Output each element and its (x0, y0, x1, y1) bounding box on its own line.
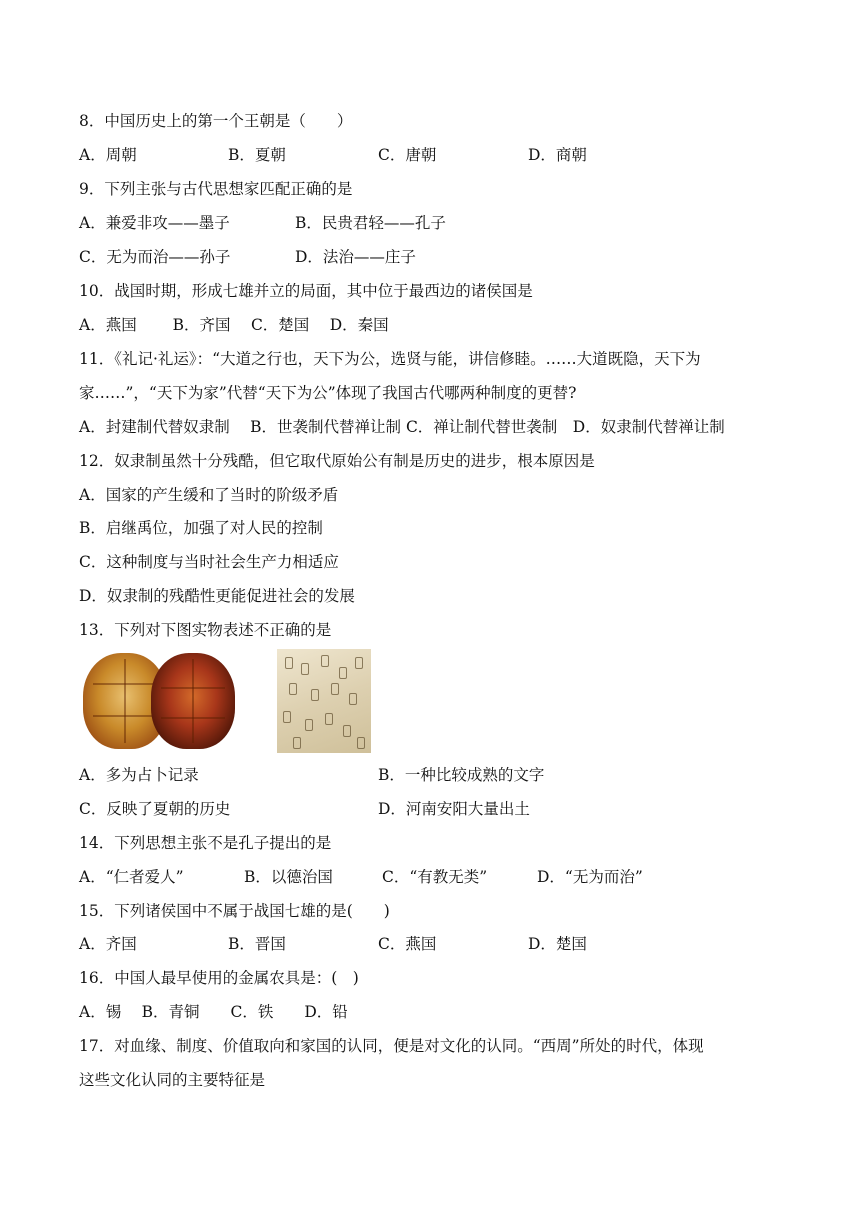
question-11-options: A．封建制代替奴隶制 B．世袭制代替禅让制 C．禅让制代替世袭制 D．奴隶制代替禅让制 (79, 418, 725, 436)
question-13-option-b: B．一种比较成熟的文字 (378, 766, 545, 784)
question-13-option-a: A．多为占卜记录 (79, 766, 199, 784)
question-14-option-a: A．“仁者爱人” (79, 868, 184, 886)
oracle-bone-script-fragment (277, 649, 371, 753)
question-10-stem: 10．战国时期，形成七雄并立的局面，其中位于最西边的诸侯国是 (79, 282, 533, 300)
question-8-option-c: C．唐朝 (378, 146, 437, 164)
question-9-option-b: B．民贵君轻——孔子 (295, 214, 446, 232)
question-13-stem: 13．下列对下图实物表述不正确的是 (79, 621, 332, 639)
tortoise-shell-right (151, 653, 235, 749)
question-8-option-d: D．商朝 (528, 146, 587, 164)
question-14-option-b: B．以德治国 (244, 868, 333, 886)
question-11-stem-line2: 家……”，“天下为家”代替“天下为公”体现了我国古代哪两种制度的更替? (79, 384, 577, 402)
question-15-option-a: A．齐国 (79, 935, 137, 953)
question-10-options: A．燕国 B．齐国 C．楚国 D．秦国 (79, 316, 389, 334)
question-14-stem: 14．下列思想主张不是孔子提出的是 (79, 834, 332, 852)
question-8-stem: 8．中国历史上的第一个王朝是（ ） (79, 112, 353, 130)
question-13-option-d: D．河南安阳大量出土 (378, 800, 530, 818)
question-12-stem: 12．奴隶制虽然十分残酷，但它取代原始公有制是历史的进步，根本原因是 (79, 452, 595, 470)
oracle-bone-image (79, 649, 371, 753)
question-8-option-a: A．周朝 (79, 146, 137, 164)
question-9-option-a: A．兼爱非攻——墨子 (79, 214, 230, 232)
question-14-option-d: D．“无为而治” (537, 868, 643, 886)
question-12-option-a: A．国家的产生缓和了当时的阶级矛盾 (79, 486, 339, 504)
question-9-stem: 9．下列主张与古代思想家匹配正确的是 (79, 180, 353, 198)
question-13-option-c: C．反映了夏朝的历史 (79, 800, 231, 818)
question-12-option-b: B．启继禹位，加强了对人民的控制 (79, 519, 323, 537)
question-11-stem-line1: 11．《礼记·礼运》：“大道之行也，天下为公，选贤与能，讲信修睦。……大道既隐，天下为 (79, 350, 701, 368)
question-15-option-b: B．晋国 (228, 935, 286, 953)
question-15-option-d: D．楚国 (528, 935, 587, 953)
question-17-stem-line1: 17．对血缘、制度、价值取向和家国的认同，便是对文化的认同。“西周”所处的时代，体现 (79, 1037, 704, 1055)
question-9-option-d: D．法治——庄子 (295, 248, 416, 266)
question-8-option-b: B．夏朝 (228, 146, 286, 164)
question-12-option-d: D．奴隶制的残酷性更能促进社会的发展 (79, 587, 355, 605)
question-17-stem-line2: 这些文化认同的主要特征是 (79, 1071, 266, 1089)
question-9-option-c: C．无为而治——孙子 (79, 248, 231, 266)
question-15-stem: 15．下列诸侯国中不属于战国七雄的是( ) (79, 902, 390, 920)
question-12-option-c: C．这种制度与当时社会生产力相适应 (79, 553, 339, 571)
question-15-option-c: C．燕国 (378, 935, 437, 953)
question-16-stem: 16．中国人最早使用的金属农具是：( ) (79, 969, 359, 987)
question-16-options: A．锡 B．青铜 C．铁 D．铅 (79, 1003, 348, 1021)
question-14-option-c: C．“有教无类” (382, 868, 488, 886)
